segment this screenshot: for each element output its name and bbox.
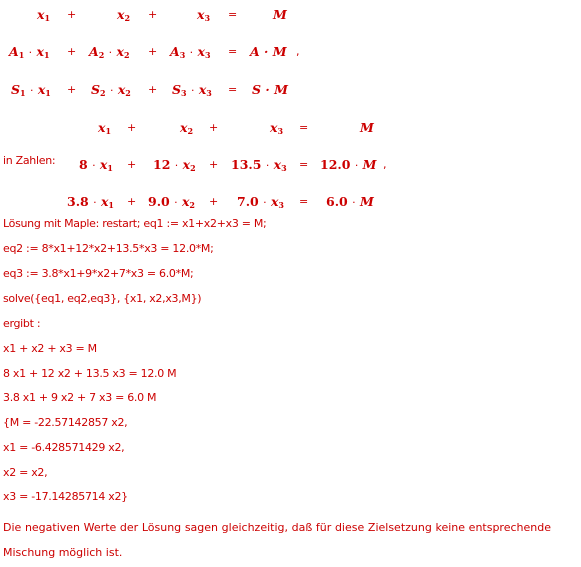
plus-sign: + (148, 83, 158, 96)
plus-sign: + (148, 45, 158, 58)
var: x (180, 120, 188, 135)
plus-sign: + (67, 45, 77, 58)
maple-line: x1 + x2 + x3 = M (3, 342, 97, 355)
term-x2 (117, 7, 130, 23)
rhs-12-M (320, 157, 377, 172)
subscript: 3 (278, 200, 284, 210)
var: x (37, 82, 46, 97)
term-x1 (37, 7, 50, 23)
conclusion-paragraph: Die negativen Werte der Lösung sagen gleichzeitig, daß für diese Zielsetzung keine entsprechende Mischung möglich ist. (3, 521, 551, 559)
var: x (100, 194, 109, 209)
equals-sign: = (228, 83, 238, 96)
var: x (117, 82, 126, 97)
subscript: 2 (123, 50, 130, 60)
plus-sign: + (127, 121, 137, 134)
subscript: 1 (20, 88, 26, 98)
dot: · (93, 196, 97, 209)
plus-sign: + (209, 195, 219, 208)
subscript: 2 (98, 50, 105, 60)
subscript: 1 (43, 50, 50, 60)
var: x (37, 7, 45, 22)
plus-sign: + (209, 121, 219, 134)
term-x3 (197, 7, 210, 23)
rhs-M: M (273, 7, 287, 22)
term-8-x1 (79, 157, 113, 173)
coef: A (89, 44, 99, 59)
dot: · (189, 46, 194, 59)
term-A2-x2 (89, 44, 130, 60)
term-13-5-x3 (231, 157, 287, 173)
subscript: 1 (108, 200, 114, 210)
coef: A (170, 44, 180, 59)
subscript: 3 (277, 126, 284, 136)
maple-line: solve({eq1, eq2,eq3}, {x1, x2,x3,M}) (3, 292, 202, 305)
subscript: 2 (187, 126, 194, 136)
row-end-comma: , (296, 45, 300, 58)
rhs-S-M: S · M (252, 82, 288, 97)
plus-sign: + (127, 195, 137, 208)
coef: S (172, 82, 182, 97)
plus-sign: + (67, 8, 77, 21)
dot: · (190, 84, 195, 97)
var: x (116, 44, 124, 59)
dot: · (109, 84, 114, 97)
var: x (98, 120, 106, 135)
term-S3-x3 (172, 82, 212, 98)
coef: 3.8 (67, 194, 89, 209)
coef: 13.5 (231, 157, 262, 172)
dot: · (174, 196, 178, 209)
var: M (359, 194, 374, 209)
var: x (36, 44, 44, 59)
subscript: 3 (204, 50, 211, 60)
subscript: 3 (179, 50, 186, 60)
dot: · (28, 46, 33, 59)
equals-sign: = (299, 195, 309, 208)
equals-sign: = (299, 158, 309, 171)
var: x (99, 157, 108, 172)
maple-line: 8 x1 + 12 x2 + 13.5 x3 = 12.0 M (3, 367, 177, 380)
rhs-6-M (326, 194, 374, 209)
term-3-8-x1 (67, 194, 114, 210)
term-A3-x3 (170, 44, 211, 60)
subscript: 1 (105, 126, 112, 136)
maple-line: {M = -22.57142857 x2, (3, 416, 128, 429)
subscript: 2 (124, 13, 131, 23)
maple-line: x3 = -17.14285714 x2} (3, 490, 128, 503)
coef: S (91, 82, 101, 97)
maple-line: x2 = x2, (3, 466, 48, 479)
dot: · (174, 159, 179, 172)
var: x (273, 157, 282, 172)
dot: · (108, 46, 113, 59)
var: x (182, 157, 191, 172)
equals-sign: = (228, 45, 238, 58)
var: x (117, 7, 125, 22)
row-end-comma: , (383, 158, 387, 171)
dot: · (29, 84, 34, 97)
var: M (362, 157, 377, 172)
subscript: 2 (125, 88, 131, 98)
subscript: 3 (281, 163, 287, 173)
subscript: 1 (18, 50, 25, 60)
dot: · (263, 196, 267, 209)
subscript: 2 (190, 163, 196, 173)
maple-line: Lösung mit Maple: restart; eq1 := x1+x2+x3 = M; (3, 217, 267, 230)
term-x3 (270, 120, 283, 136)
rhs-A-M: A · M (250, 44, 287, 59)
in-zahlen-label: in Zahlen: (3, 154, 56, 167)
dot: · (265, 159, 270, 172)
plus-sign: + (127, 158, 137, 171)
plus-sign: + (67, 83, 77, 96)
subscript: 2 (100, 88, 106, 98)
subscript: 1 (107, 163, 113, 173)
maple-line: eq2 := 8*x1+12*x2+13.5*x3 = 12.0*M; (3, 242, 214, 255)
coef: 12.0 (320, 157, 351, 172)
dot: · (92, 159, 96, 172)
term-9-x2 (148, 194, 195, 210)
subscript: 1 (44, 13, 51, 23)
maple-line: eq3 := 3.8*x1+9*x2+7*x3 = 6.0*M; (3, 267, 194, 280)
coef: 9.0 (148, 194, 170, 209)
var: x (270, 194, 279, 209)
var: x (270, 120, 278, 135)
var: x (197, 7, 205, 22)
var: x (181, 194, 190, 209)
plus-sign: + (148, 8, 158, 21)
coef: A (9, 44, 19, 59)
equals-sign: = (299, 121, 309, 134)
dot: · (352, 196, 356, 209)
term-A1-x1 (9, 44, 50, 60)
coef: 6.0 (326, 194, 348, 209)
subscript: 2 (189, 200, 195, 210)
term-12-x2 (153, 157, 196, 173)
plus-sign: + (209, 158, 219, 171)
equals-sign: = (228, 8, 238, 21)
term-S1-x1 (11, 82, 51, 98)
term-S2-x2 (91, 82, 131, 98)
coef: 12 (153, 157, 171, 172)
var: x (198, 82, 207, 97)
coef: 8 (79, 157, 88, 172)
maple-line: x1 = -6.428571429 x2, (3, 441, 125, 454)
term-x2 (180, 120, 193, 136)
maple-line: 3.8 x1 + 9 x2 + 7 x3 = 6.0 M (3, 391, 157, 404)
term-7-x3 (237, 194, 284, 210)
coef: S (11, 82, 21, 97)
var: x (197, 44, 205, 59)
term-x1 (98, 120, 111, 136)
subscript: 3 (206, 88, 212, 98)
dot: · (354, 159, 359, 172)
rhs-M: M (360, 120, 374, 135)
coef: 7.0 (237, 194, 259, 209)
subscript: 3 (204, 13, 211, 23)
subscript: 1 (45, 88, 51, 98)
maple-line: ergibt : (3, 317, 41, 330)
subscript: 3 (181, 88, 187, 98)
